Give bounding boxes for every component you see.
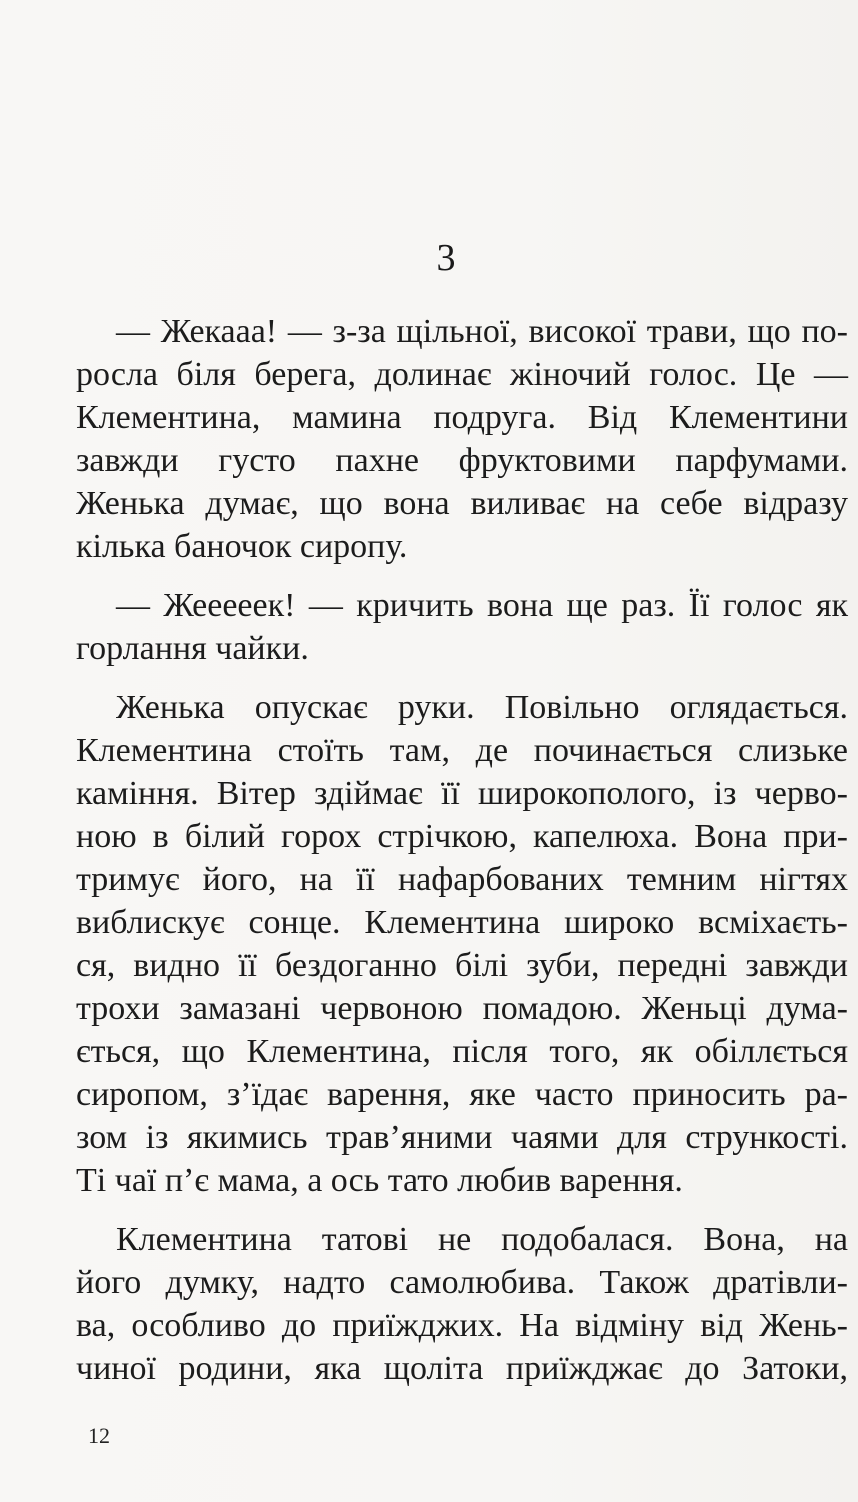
text-line: Женька думає, що вона виливає на себе відразу (76, 485, 848, 522)
text-line: чиної родини, яка щоліта приїжджає до Затоки, (76, 1350, 848, 1387)
paragraph-4 (76, 1218, 848, 1390)
text-line: Клементина, мамина подруга. Від Клементини (76, 399, 848, 436)
body-text (76, 310, 848, 1390)
chapter-number: 3 (436, 237, 456, 279)
text-line: тримує його, на її нафарбованих темним нігтях (76, 861, 848, 898)
text-line: Женька опускає руки. Повільно оглядається. (116, 689, 848, 726)
paragraph-3 (76, 686, 848, 1202)
text-line: трохи замазані червоною помадою. Женьці дума- (76, 990, 848, 1027)
text-line: ною в білий горох стрічкою, капелюха. Вона при- (76, 818, 848, 855)
text-line: ва, особливо до приїжджих. На відміну від Жень- (76, 1307, 848, 1344)
text-line: — Жееееек! — кричить вона ще раз. Її голос як (116, 587, 848, 624)
paragraph-2 (76, 584, 848, 670)
text-line: зом із якимись трав’яними чаями для стрункості. (76, 1119, 848, 1156)
text-line: завжди густо пахне фруктовими парфумами. (76, 442, 848, 479)
text-line: його думку, надто самолюбива. Також дратівли- (76, 1264, 848, 1301)
text-line: Ті чаї п’є мама, а ось тато любив варення. (76, 1162, 683, 1199)
text-line: сиропом, з’їдає варення, яке часто приносить ра- (76, 1076, 848, 1113)
text-line: ється, що Клементина, після того, як обіллється (76, 1033, 848, 1070)
text-line: каміння. Вітер здіймає її широкополого, із черво- (76, 775, 848, 812)
text-line: ся, видно її бездоганно білі зуби, передні завжди (76, 947, 848, 984)
text-line: росла біля берега, долинає жіночий голос. Це — (76, 356, 848, 393)
text-line: горлання чайки. (76, 630, 309, 667)
text-line: Клементина татові не подобалася. Вона, на (116, 1221, 848, 1258)
text-line: Клементина стоїть там, де починається слизьке (76, 732, 848, 769)
text-line: виблискує сонце. Клементина широко всміхаєть- (76, 904, 848, 941)
text-line: кілька баночок сиропу. (76, 528, 408, 565)
page-number: 12 (88, 1423, 110, 1448)
text-line: — Жекааа! — з-за щільної, високої трави, що по- (116, 313, 848, 350)
paragraph-1 (76, 310, 848, 568)
